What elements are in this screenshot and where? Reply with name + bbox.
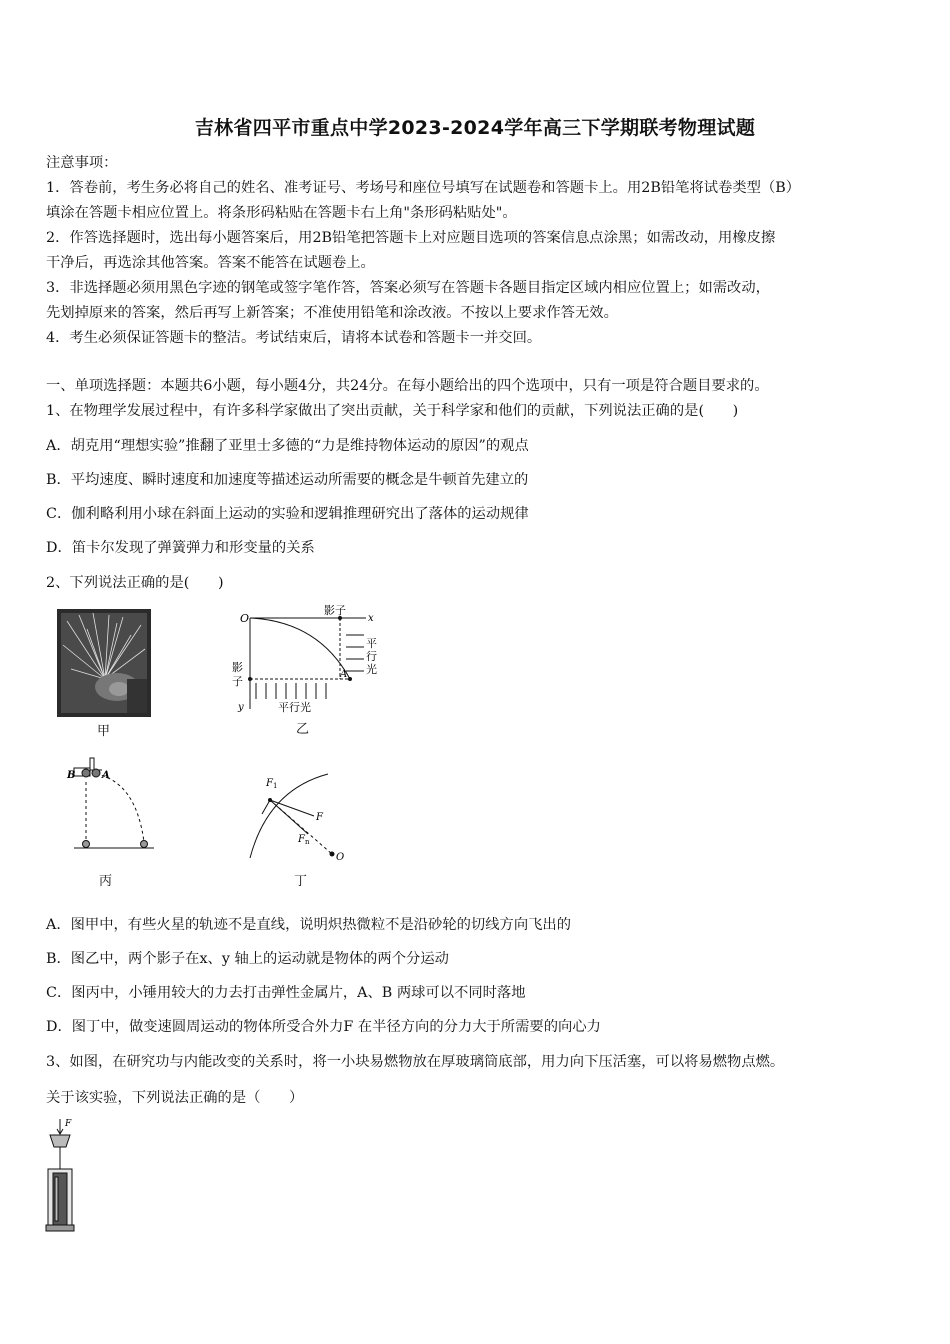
question-2-option-b: B．图乙中，两个影子在x、y 轴上的运动就是物体的两个分运动 xyxy=(46,951,449,967)
question-1-option-d: D．笛卡尔发现了弹簧弹力和形变量的关系 xyxy=(46,540,315,556)
figure-bing-a-label: A xyxy=(102,770,110,781)
notice-heading: 注意事项： xyxy=(46,155,118,171)
figure-ding-f2-subscript: n xyxy=(305,838,310,846)
question-1-stem: 1、在物理学发展过程中，有许多科学家做出了突出贡献，关于科学家和他们的贡献，下列说法正确的是( ) xyxy=(46,403,739,419)
figure-yi-parallel-light-label: 平行光 xyxy=(278,701,311,714)
figure-ding-f1-subscript: 1 xyxy=(273,782,278,790)
figure-bing-b-label: B xyxy=(67,770,76,781)
question-3-stem-continued: 关于该实验，下列说法正确的是（ ） xyxy=(46,1090,304,1106)
figure-yi-caption: 乙 xyxy=(296,722,310,737)
question-3-stem: 3、如图，在研究功与内能改变的关系时，将一小块易燃物放在厚玻璃筒底部，用力向下压活塞，可以将易燃物点燃。 xyxy=(46,1054,785,1070)
figure-yi-y-label: y xyxy=(238,702,244,713)
figure-yi-shadow-left-label: 子 xyxy=(232,675,243,688)
figure-yi-parallel-right-label: 光 xyxy=(366,663,377,676)
page-title: 吉林省四平市重点中学2023-2024学年高三下学期联考物理试题 xyxy=(194,117,756,139)
notice-line: 1．答卷前，考生务必将自己的姓名、准考证号、考场号和座位号填写在试题卷和答题卡上。用2B铅笔将试卷类型（B） xyxy=(46,180,801,196)
figure-yi-shadow-top-label: 影子 xyxy=(324,604,346,617)
figure-ding-f2-label: F xyxy=(298,834,305,845)
notice-line: 填涂在答题卡相应位置上。将条形码粘贴在答题卡右上角"条形码粘贴处"。 xyxy=(46,205,517,221)
question-1-option-a: A．胡克用“理想实验”推翻了亚里士多德的“力是维持物体运动的原因”的观点 xyxy=(46,438,529,454)
figure-bing-caption: 丙 xyxy=(99,874,113,889)
notice-line: 先划掉原来的答案，然后再写上新答案；不准使用铅笔和涂改液。不按以上要求作答无效。 xyxy=(46,305,618,321)
notice-line: 4．考生必须保证答题卡的整洁。考试结束后，请将本试卷和答题卡一并交回。 xyxy=(46,330,542,346)
figure-yi-parallel-right-label: 行 xyxy=(366,650,377,663)
notice-line: 3．非选择题必须用黑色字迹的钢笔或签字笔作答，答案必须写在答题卡各题目指定区域内相应位置上；如需改动， xyxy=(46,280,770,296)
figure-ding-f-label: F xyxy=(316,812,323,823)
figure-yi-parallel-right-label: 平 xyxy=(366,637,377,650)
notice-line: 干净后，再选涂其他答案。答案不能答在试题卷上。 xyxy=(46,255,375,271)
figure-yi-shadow-left-label: 影 xyxy=(232,661,243,674)
section-heading: 一、单项选择题：本题共6小题，每小题4分，共24分。在每小题给出的四个选项中，只有一项是符合题目要求的。 xyxy=(46,378,769,394)
figure-q3-force-label: F xyxy=(65,1119,72,1129)
question-1-option-b: B．平均速度、瞬时速度和加速度等描述运动所需要的概念是牛顿首先建立的 xyxy=(46,472,529,488)
figure-ding-diagram xyxy=(240,770,350,866)
figure-yi-diagram xyxy=(228,603,388,715)
figure-jia-caption: 甲 xyxy=(97,724,111,739)
figure-ding-o-label: O xyxy=(336,852,345,863)
figure-ding-caption: 丁 xyxy=(294,874,308,889)
figure-yi-point-label: A xyxy=(340,669,348,680)
figure-jia-photo xyxy=(57,609,151,717)
question-2-option-a: A．图甲中，有些火星的轨迹不是直线，说明炽热微粒不是沿砂轮的切线方向飞出的 xyxy=(46,917,572,933)
figure-ding-f1-label: F xyxy=(266,778,273,789)
figure-yi-x-label: x xyxy=(368,613,374,624)
notice-line: 2．作答选择题时，选出每小题答案后，用2B铅笔把答题卡上对应题目选项的答案信息点涂黑；如需改动，用橡皮擦 xyxy=(46,230,776,246)
figure-bing-diagram xyxy=(66,752,162,854)
question-2-option-d: D．图丁中，做变速圆周运动的物体所受合外力F 在半径方向的分力大于所需要的向心力 xyxy=(46,1019,601,1035)
question-1-option-c: C．伽利略利用小球在斜面上运动的实验和逻辑推理研究出了落体的运动规律 xyxy=(46,506,529,522)
question-2-option-c: C．图丙中，小锤用较大的力去打击弹性金属片，A、B 两球可以不同时落地 xyxy=(46,985,526,1001)
figure-yi-origin-label: O xyxy=(240,612,250,625)
question-2-stem: 2、下列说法正确的是( ) xyxy=(46,575,224,591)
figure-q3-cylinder xyxy=(40,1117,84,1235)
